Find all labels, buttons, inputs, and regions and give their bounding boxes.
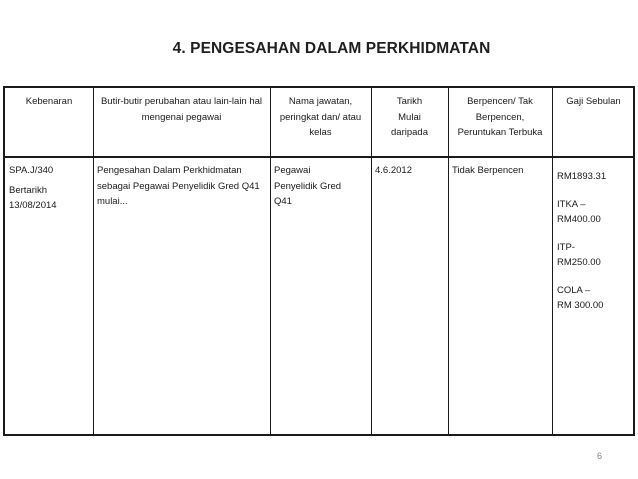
header-tarikh: Tarikh Mulai daripada: [391, 96, 428, 138]
kebenaran-date: 13/08/2014: [9, 200, 57, 211]
cell-tarikh: 4.6.2012: [375, 165, 412, 176]
service-confirmation-table: [3, 86, 635, 436]
header-nama-jawatan: Nama jawatan, peringkat dan/ atau kelas: [279, 96, 362, 138]
gaji-itp-value: RM250.00: [557, 257, 601, 268]
page-number: 6: [596, 451, 602, 461]
header-berpencen: Berpencen/ Tak Berpencen, Peruntukan Terbuka: [457, 96, 543, 138]
kebenaran-date-label: Bertarikh: [9, 184, 48, 196]
cell-berpencen: Tidak Berpencen: [452, 165, 524, 176]
column-divider: [93, 88, 94, 434]
cell-kebenaran: [5, 158, 93, 214]
slide-title: 4. PENGESAHAN DALAM PERKHIDMATAN: [172, 40, 491, 57]
header-gaji: Gaji Sebulan: [566, 96, 621, 107]
gaji-itp-label: ITP-: [557, 241, 575, 253]
gaji-cola-value: RM 300.00: [557, 300, 604, 311]
gaji-itka-label: ITKA –: [557, 198, 586, 210]
header-kebenaran: Kebenaran: [25, 96, 73, 107]
header-butir: Butir-butir perubahan atau lain-lain hal mengenai pegawai: [100, 96, 263, 123]
cell-gaji: [552, 164, 635, 314]
kebenaran-ref: SPA.J/340: [9, 165, 54, 176]
cell-nama-jawatan: Pegawai Penyelidik Gred Q41: [274, 165, 342, 207]
cell-butir: Pengesahan Dalam Perkhidmatan sebagai Pegawai Penyelidik Gred Q41 mulai...: [97, 165, 260, 207]
gaji-basic: RM1893.31: [557, 171, 607, 182]
gaji-cola-label: COLA –: [557, 284, 591, 296]
gaji-itka-value: RM400.00: [557, 214, 601, 225]
